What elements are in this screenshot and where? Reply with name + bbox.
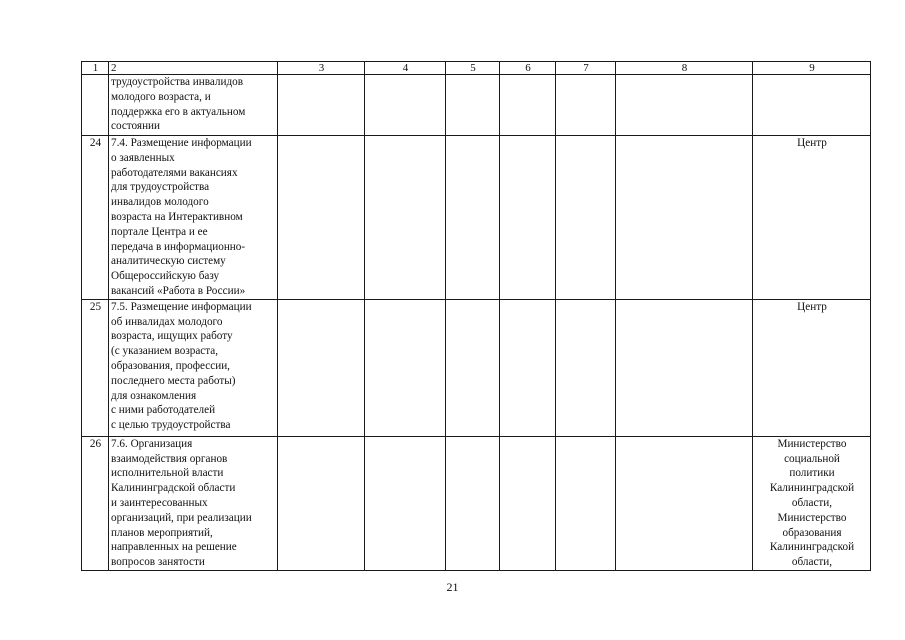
description-line: взаимодействия органов (111, 452, 228, 465)
empty-cell-col-5 (446, 299, 500, 436)
description-line: с ними работодателей (111, 404, 216, 417)
header-col-9: 9 (753, 62, 871, 75)
description-line: 7.4. Размещение информации (111, 137, 252, 149)
responsible-line: Калининградской (769, 482, 855, 495)
empty-cell-col-7 (556, 299, 616, 436)
header-col-5: 5 (446, 62, 500, 75)
description-line: поддержка его в актуальном (111, 105, 246, 118)
empty-cell-col-5 (446, 136, 500, 300)
empty-cell-col-8 (616, 436, 753, 570)
measures-table (81, 61, 871, 571)
empty-cell-col-4 (365, 299, 446, 436)
description-line: 7.6. Организация (111, 437, 193, 450)
responsible-line: социальной (784, 452, 840, 465)
description-line: с целью трудоустройства (111, 419, 231, 432)
header-col-2: 2 (109, 62, 278, 75)
row-number: 24 (82, 136, 109, 300)
row-number: 26 (82, 436, 109, 570)
empty-cell-col-8 (616, 75, 753, 136)
measure-description (109, 75, 278, 136)
description-line: аналитическую систему (111, 255, 226, 268)
header-row (82, 62, 871, 75)
header-col-8: 8 (616, 62, 753, 75)
table-row (82, 299, 871, 436)
empty-cell-col-6 (500, 299, 556, 436)
table-row (82, 436, 871, 570)
description-line: вакансий «Работа в России» (111, 284, 246, 297)
header-col-6: 6 (500, 62, 556, 75)
responsible-executor (753, 75, 871, 136)
description-line: (с указанием возраста, (111, 345, 219, 358)
description-line: направленных на решение (111, 541, 237, 554)
responsible-executor (753, 299, 871, 436)
description-line: возраста на Интерактивном (111, 210, 243, 223)
responsible-line: Центр (797, 300, 827, 313)
description-line: инвалидов молодого (111, 196, 209, 209)
description-line: исполнительной власти (111, 467, 224, 480)
description-line: организаций, при реализации (111, 511, 252, 524)
header-col-3: 3 (278, 62, 365, 75)
empty-cell-col-3 (278, 436, 365, 570)
header-col-7: 7 (556, 62, 616, 75)
empty-cell-col-4 (365, 75, 446, 136)
description-line: планов мероприятий, (111, 526, 213, 539)
header-col-4: 4 (365, 62, 446, 75)
empty-cell-col-3 (278, 299, 365, 436)
responsible-line: образования (782, 526, 842, 539)
responsible-executor (753, 436, 871, 570)
responsible-line: Министерство (777, 437, 847, 450)
description-line: Общероссийскую базу (111, 270, 220, 283)
description-line: портале Центра и ее (111, 225, 208, 238)
empty-cell-col-8 (616, 136, 753, 300)
empty-cell-col-6 (500, 436, 556, 570)
empty-cell-col-7 (556, 75, 616, 136)
description-line: работодателями вакансиях (111, 166, 238, 179)
description-line: для трудоустройства (111, 181, 210, 194)
description-line: передача в информационно- (111, 240, 246, 253)
responsible-line: Центр (797, 137, 827, 149)
description-line: возраста, ищущих работу (111, 330, 233, 343)
row-number (82, 75, 109, 136)
empty-cell-col-3 (278, 75, 365, 136)
responsible-line: области, (791, 496, 833, 509)
responsible-line: области, (791, 556, 833, 569)
responsible-line: Калининградской (769, 541, 855, 554)
description-line: образования, профессии, (111, 359, 230, 372)
empty-cell-col-6 (500, 136, 556, 300)
empty-cell-col-5 (446, 75, 500, 136)
description-line: трудоустройства инвалидов (111, 76, 244, 88)
table-row (82, 75, 871, 136)
description-line: для ознакомления (111, 389, 197, 402)
empty-cell-col-5 (446, 436, 500, 570)
empty-cell-col-8 (616, 299, 753, 436)
description-line: вопросов занятости (111, 556, 205, 569)
page-number: 21 (446, 580, 459, 594)
description-line: молодого возраста, и (111, 90, 211, 103)
empty-cell-col-4 (365, 136, 446, 300)
description-line: состоянии (111, 120, 161, 133)
description-line: об инвалидах молодого (111, 315, 223, 328)
description-line: и заинтересованных (111, 496, 208, 509)
table-row (82, 136, 871, 300)
responsible-line: Министерство (777, 511, 847, 524)
empty-cell-col-6 (500, 75, 556, 136)
empty-cell-col-7 (556, 136, 616, 300)
measure-description (109, 299, 278, 436)
responsible-executor (753, 136, 871, 300)
empty-cell-col-4 (365, 436, 446, 570)
measure-description (109, 136, 278, 300)
description-line: Калининградской области (111, 482, 236, 495)
empty-cell-col-3 (278, 136, 365, 300)
empty-cell-col-7 (556, 436, 616, 570)
row-number: 25 (82, 299, 109, 436)
header-col-1: 1 (82, 62, 109, 75)
responsible-line: политики (789, 467, 835, 480)
description-line: последнего места работы) (111, 374, 236, 387)
description-line: 7.5. Размещение информации (111, 300, 252, 313)
measure-description (109, 436, 278, 570)
description-line: о заявленных (111, 151, 175, 164)
